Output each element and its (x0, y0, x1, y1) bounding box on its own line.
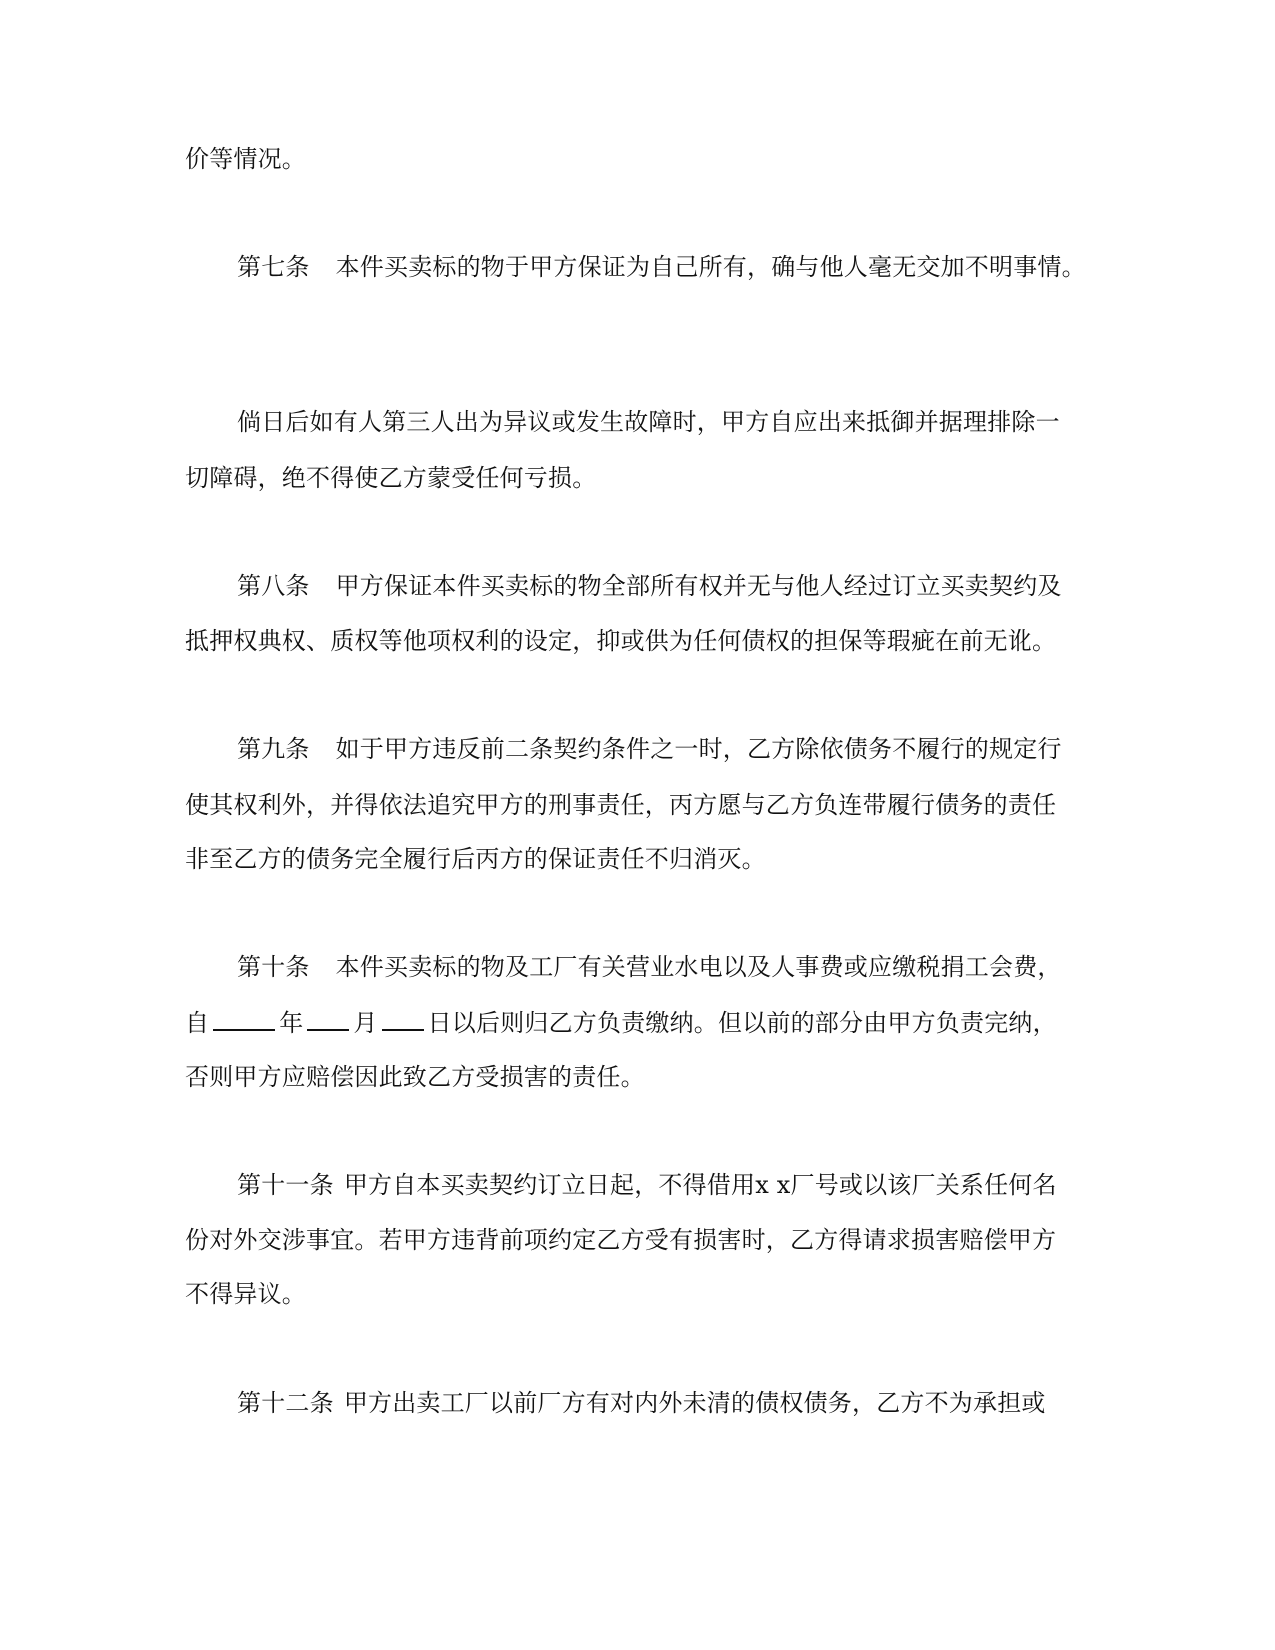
article-9-text: 如于甲方违反前二条契约条件之一时，乙方除依债务不履行的规定行 (335, 735, 1062, 763)
text-line (237, 406, 1142, 438)
text-line-content: 使其权利外，并得依法追究甲方的刑事责任，丙方愿与乙方负连带履行债务的责任 (185, 791, 1057, 819)
article-12 (237, 1387, 1142, 1419)
article-9-label: 第九条 (237, 735, 310, 763)
text-line-content: 抵押权典权、质权等他项权利的设定，抑或供为任何债权的担保等瑕疵在前无讹。 (185, 627, 1057, 655)
text-line (185, 1061, 1090, 1093)
text-line (185, 143, 1090, 175)
text-line-content: 份对外交涉事宜。若甲方违背前项约定乙方受有损害时，乙方得请求损害赔偿甲方 (185, 1226, 1057, 1254)
text-line-content: 否则甲方应赔偿因此致乙方受损害的责任。 (185, 1063, 645, 1091)
text-line (185, 462, 1090, 494)
date-suffix: 日以后则归乙方负责缴纳。但以前的部分由甲方负责完纳， (427, 1009, 1057, 1037)
month-label: 月 (353, 1009, 378, 1037)
text-line (185, 1278, 1090, 1310)
article-7-label: 第七条 (237, 253, 310, 281)
article-8-label: 第八条 (237, 572, 310, 600)
text-line (185, 843, 1090, 875)
article-7 (237, 251, 1142, 283)
year-label: 年 (279, 1009, 304, 1037)
article-12-text: 甲方出卖工厂以前厂方有对内外未清的债权债务，乙方不为承担或 (343, 1389, 1046, 1417)
text-line-content: 倘日后如有人第三人出为异议或发生故障时，甲方自应出来抵御并据理排除一 (237, 408, 1060, 436)
article-8 (237, 570, 1142, 602)
article-10-label: 第十条 (237, 953, 310, 981)
text-line-content: 非至乙方的债务完全履行后丙方的保证责任不归消灭。 (185, 845, 766, 873)
text-line (185, 625, 1090, 657)
date-line (185, 1007, 1090, 1039)
text-line-content: 不得异议。 (185, 1280, 306, 1308)
text-line (185, 1224, 1090, 1256)
article-7-text: 本件买卖标的物于甲方保证为自己所有，确与他人毫无交加不明事情。 (335, 253, 1086, 281)
article-12-label: 第十二条 (237, 1389, 334, 1417)
article-10-text: 本件买卖标的物及工厂有关营业水电以及人事费或应缴税捐工会费， (335, 953, 1062, 981)
article-11 (237, 1169, 1142, 1201)
article-11-label: 第十一条 (237, 1171, 334, 1199)
text-line-content: 价等情况。 (185, 145, 306, 173)
article-11-text: 甲方自本买卖契约订立日起，不得借用x x厂号或以该厂关系任何名 (343, 1171, 1057, 1199)
article-8-text: 甲方保证本件买卖标的物全部所有权并无与他人经过订立买卖契约及 (335, 572, 1062, 600)
month-blank (307, 1007, 349, 1031)
text-line (185, 789, 1090, 821)
article-9 (237, 733, 1142, 765)
date-prefix: 自 (185, 1009, 210, 1037)
day-blank (382, 1007, 424, 1031)
article-10 (237, 951, 1142, 983)
year-blank (213, 1007, 275, 1031)
text-line-content: 切障碍，绝不得使乙方蒙受任何亏损。 (185, 464, 597, 492)
